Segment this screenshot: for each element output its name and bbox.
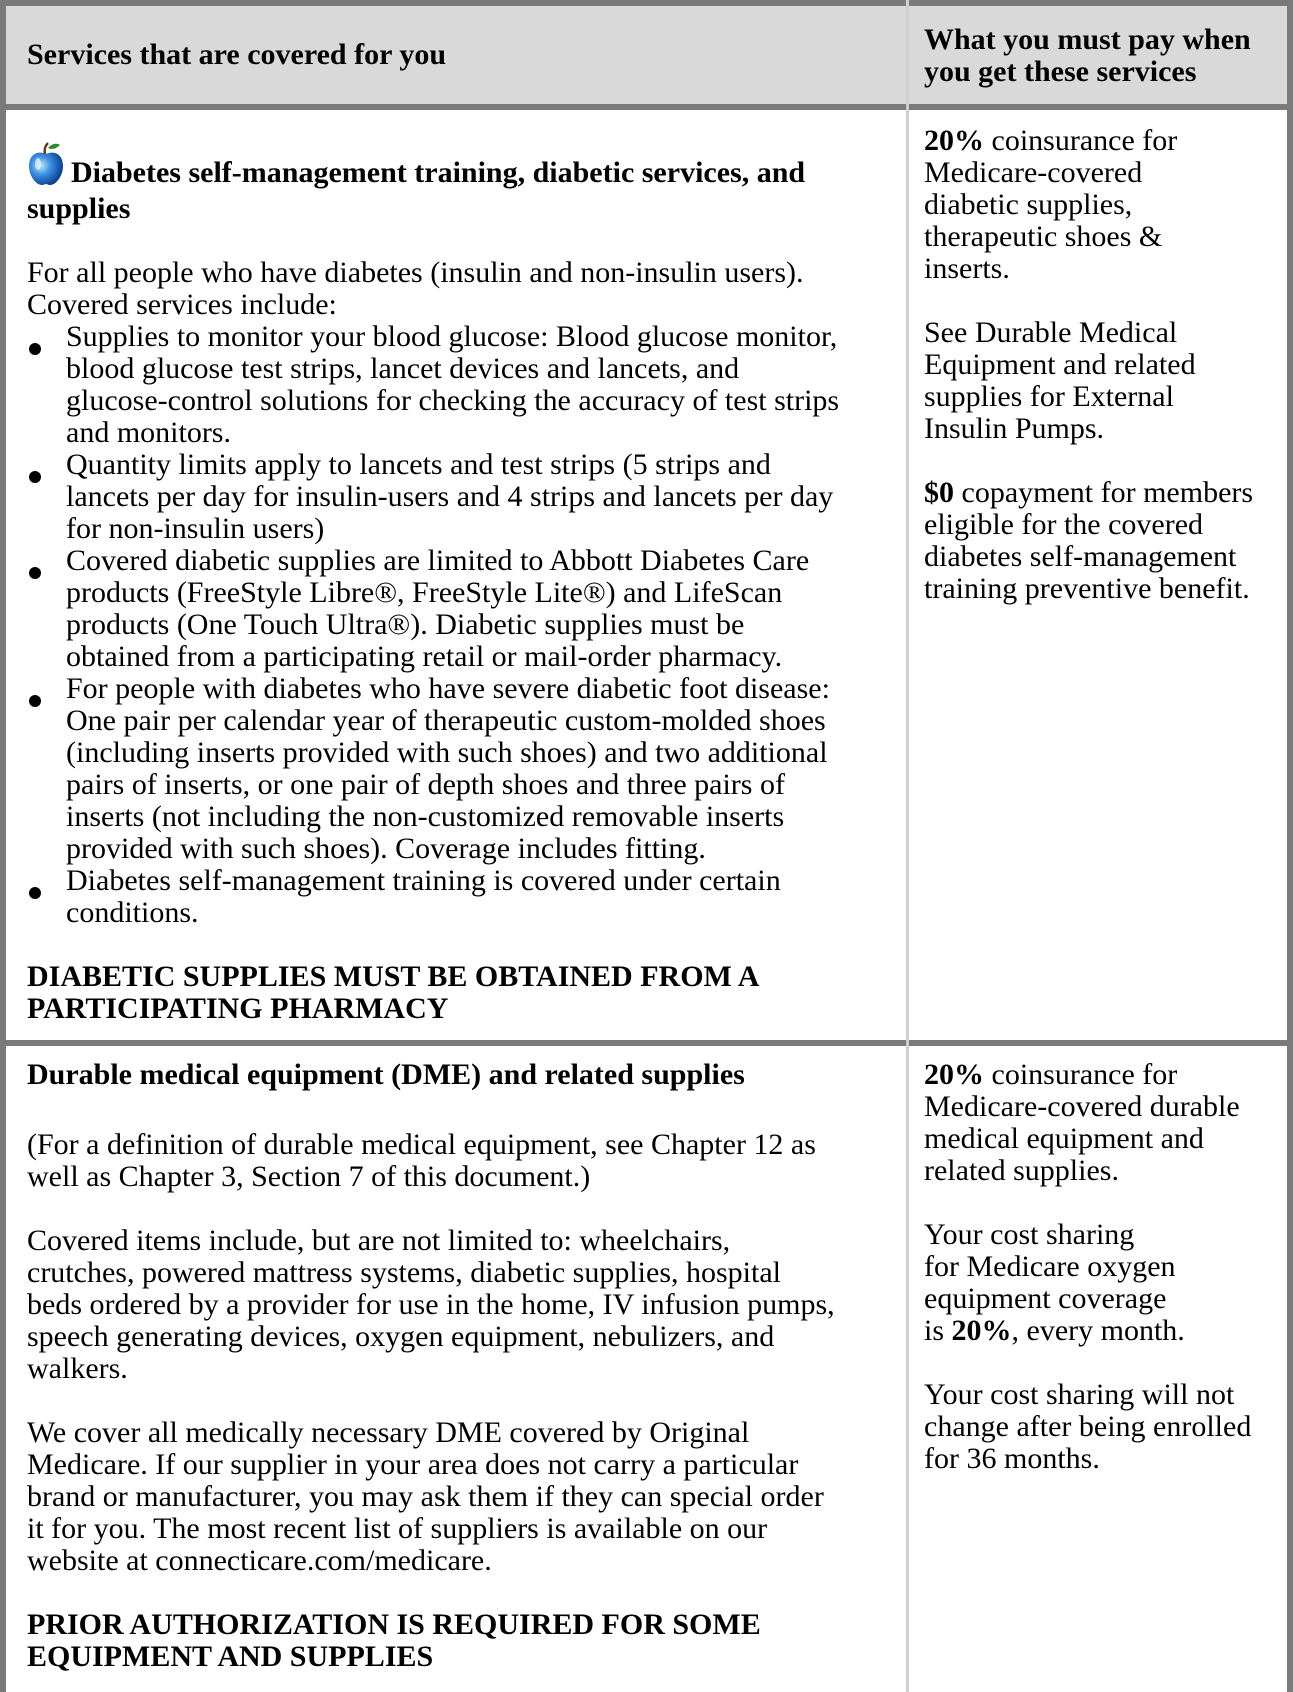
cost-line: coinsurance for xyxy=(984,124,1178,157)
bullet-line: conditions. xyxy=(66,896,199,929)
text-line: We cover all medically necessary DME covered by Original xyxy=(27,1416,750,1449)
table-border-top xyxy=(0,0,1293,6)
diabetes-intro-line2: Covered services include: xyxy=(27,288,337,321)
bullet-line: Supplies to monitor your blood glucose: Blood glucose monitor, xyxy=(66,320,838,353)
header-services: Services that are covered for you xyxy=(27,38,447,71)
diabetes-bullet-list xyxy=(27,321,897,929)
bullet-line: (including inserts provided with such shoes) and two additional xyxy=(66,736,828,769)
bullet-line: For people with diabetes who have severe diabetic foot disease: xyxy=(66,672,830,705)
cost-line: Your cost sharing xyxy=(924,1218,1135,1251)
dme-title: Durable medical equipment (DME) and related supplies xyxy=(27,1058,745,1091)
diabetes-notice-line1: DIABETIC SUPPLIES MUST BE OBTAINED FROM A xyxy=(27,960,760,993)
cost-line: Medicare-covered xyxy=(924,156,1143,189)
table-border-left xyxy=(0,0,6,1692)
dme-definition xyxy=(27,1123,897,1193)
dme-cost-coinsurance xyxy=(924,1059,1284,1187)
diabetes-intro-line1: For all people who have diabetes (insulin and non-insulin users). xyxy=(27,256,804,289)
cost-line: diabetic supplies, xyxy=(924,188,1133,221)
list-item xyxy=(27,865,897,929)
dme-covered-items xyxy=(27,1225,897,1385)
cost-line: related supplies. xyxy=(924,1154,1119,1187)
cost-line: Insulin Pumps. xyxy=(924,412,1105,445)
cost-line: for 36 months. xyxy=(924,1442,1100,1475)
diabetes-intro xyxy=(27,257,897,321)
bullet-line: pairs of inserts, or one pair of depth shoes and three pairs of xyxy=(66,768,785,801)
cost-line: , every month. xyxy=(1011,1314,1185,1347)
list-item xyxy=(27,673,897,865)
text-line: walkers. xyxy=(27,1352,128,1385)
bullet-line: Diabetes self-management training is covered under certain xyxy=(66,864,781,897)
text-line: Medicare. If our supplier in your area does not carry a particular xyxy=(27,1448,799,1481)
header-cost xyxy=(924,24,1251,88)
bullet-icon xyxy=(29,567,41,579)
bullet-line: Covered diabetic supplies are limited to Abbott Diabetes Care xyxy=(66,544,810,577)
cost-line: Medicare-covered durable xyxy=(924,1090,1240,1123)
coinsurance-percent: 20% xyxy=(924,1058,984,1091)
cost-line: See Durable Medical xyxy=(924,316,1178,349)
header-cost-line2: you get these services xyxy=(924,55,1197,88)
bullet-line: products (FreeStyle Libre®, FreeStyle Lite®) and LifeScan xyxy=(66,576,783,609)
bullet-line: obtained from a participating retail or mail-order pharmacy. xyxy=(66,640,783,673)
cost-line: eligible for the covered xyxy=(924,508,1204,541)
diabetes-cost-copayment xyxy=(924,477,1284,605)
bullet-icon xyxy=(29,471,41,483)
diabetes-title xyxy=(27,128,897,225)
bullet-icon xyxy=(29,887,41,899)
bullet-icon xyxy=(29,343,41,355)
cost-line: inserts. xyxy=(924,252,1010,285)
apple-icon xyxy=(27,142,65,193)
diabetes-cost-see-dme xyxy=(924,317,1284,445)
bullet-line: products (One Touch Ultra®). Diabetic supplies must be xyxy=(66,608,745,641)
diabetes-services-cell xyxy=(27,128,897,1025)
dme-notice xyxy=(27,1609,897,1673)
list-item xyxy=(27,545,897,673)
cost-line: supplies for External xyxy=(924,380,1174,413)
bullet-line: Quantity limits apply to lancets and test strips (5 strips and xyxy=(66,448,771,481)
list-item xyxy=(27,321,897,449)
diabetes-title-line1: Diabetes self-management training, diabetic services, and xyxy=(71,156,806,189)
bullet-line: and monitors. xyxy=(66,416,231,449)
diabetes-notice xyxy=(27,961,897,1025)
cost-line: therapeutic shoes & xyxy=(924,220,1163,253)
text-line: website at connecticare.com/medicare. xyxy=(27,1544,492,1577)
cost-line: copayment for members xyxy=(954,476,1254,509)
bullet-line: inserts (not including the non-customized removable inserts xyxy=(66,800,785,833)
dme-coverage-statement xyxy=(27,1417,897,1577)
oxygen-percent: 20% xyxy=(951,1314,1012,1347)
diabetes-notice-line2: PARTICIPATING PHARMACY xyxy=(27,992,449,1025)
text-line: (For a definition of durable medical equipment, see Chapter 12 as xyxy=(27,1128,816,1161)
dme-cost-note xyxy=(924,1379,1284,1475)
text-line: crutches, powered mattress systems, diabetic supplies, hospital xyxy=(27,1256,781,1289)
dme-services-cell xyxy=(27,1059,897,1673)
dme-cost-oxygen xyxy=(924,1219,1284,1347)
cost-line: training preventive benefit. xyxy=(924,572,1250,605)
cost-line: medical equipment and xyxy=(924,1122,1204,1155)
bullet-line: provided with such shoes). Coverage includes fitting. xyxy=(66,832,706,865)
coinsurance-percent: 20% xyxy=(924,124,984,157)
dme-notice-line2: EQUIPMENT AND SUPPLIES xyxy=(27,1640,434,1673)
cost-line: coinsurance for xyxy=(984,1058,1178,1091)
copayment-amount: $0 xyxy=(924,476,954,509)
text-line: speech generating devices, oxygen equipment, nebulizers, and xyxy=(27,1320,775,1353)
dme-cost-cell xyxy=(924,1059,1284,1475)
cost-line: change after being enrolled xyxy=(924,1410,1252,1443)
cost-line: is xyxy=(924,1314,952,1347)
row-divider xyxy=(0,1040,1293,1046)
bullet-line: for non-insulin users) xyxy=(66,512,325,545)
text-line: beds ordered by a provider for use in the home, IV infusion pumps, xyxy=(27,1288,835,1321)
bullet-icon xyxy=(29,695,41,707)
text-line: Covered items include, but are not limited to: wheelchairs, xyxy=(27,1224,731,1257)
bullet-line: blood glucose test strips, lancet devices and lancets, and xyxy=(66,352,740,385)
table-border-right xyxy=(1287,0,1293,1692)
bullet-line: glucose-control solutions for checking the accuracy of test strips xyxy=(66,384,840,417)
diabetes-cost-cell xyxy=(924,125,1284,605)
text-line: it for you. The most recent list of suppliers is available on our xyxy=(27,1512,768,1545)
cost-line: equipment coverage xyxy=(924,1282,1167,1315)
diabetes-title-line2: supplies xyxy=(27,192,131,225)
cost-line: for Medicare oxygen xyxy=(924,1250,1176,1283)
list-item xyxy=(27,449,897,545)
cost-line: diabetes self-management xyxy=(924,540,1237,573)
cost-line: Equipment and related xyxy=(924,348,1196,381)
column-divider xyxy=(906,0,909,1692)
header-cost-line1: What you must pay when xyxy=(924,23,1251,56)
diabetes-cost-coinsurance xyxy=(924,125,1284,285)
bullet-line: One pair per calendar year of therapeutic custom-molded shoes xyxy=(66,704,826,737)
dme-notice-line1: PRIOR AUTHORIZATION IS REQUIRED FOR SOME xyxy=(27,1608,761,1641)
text-line: brand or manufacturer, you may ask them if they can special order xyxy=(27,1480,824,1513)
cost-line: Your cost sharing will not xyxy=(924,1378,1235,1411)
bullet-line: lancets per day for insulin-users and 4 strips and lancets per day xyxy=(66,480,834,513)
header-divider xyxy=(0,104,1293,110)
text-line: well as Chapter 3, Section 7 of this document.) xyxy=(27,1160,591,1193)
